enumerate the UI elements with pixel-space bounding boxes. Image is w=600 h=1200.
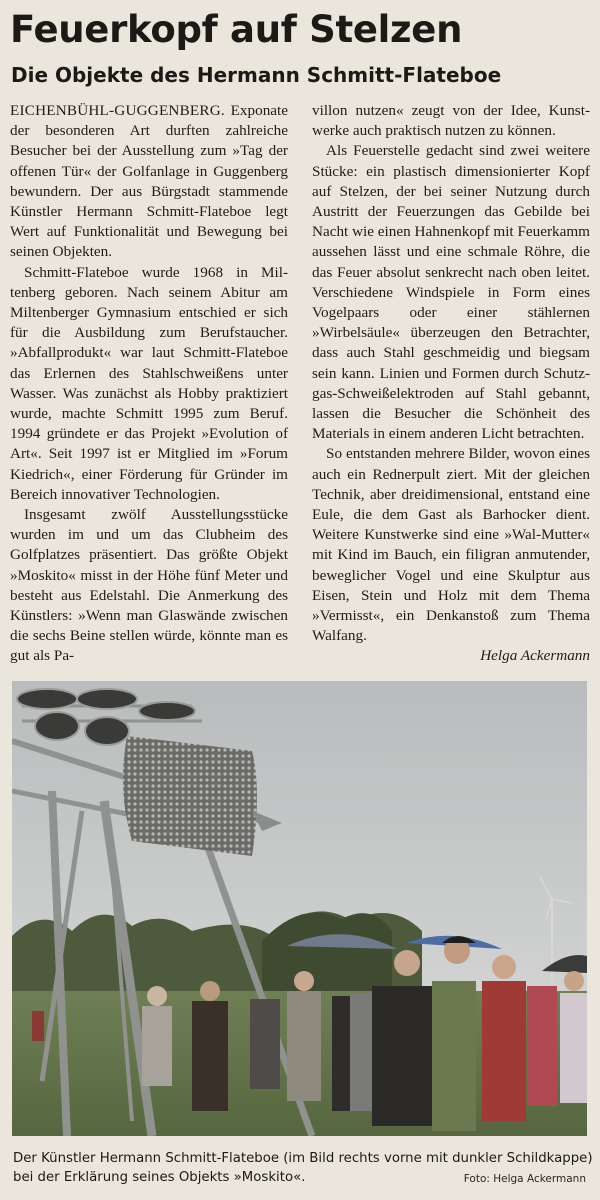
article-paragraph: EICHENBÜHL-GUGGENBERG. Exponate der besonderen Art durften zahlreiche Besucher bei der Ausstellung zum »Tag der offenen Tür« der Golfanlage in Guggenberg bewundern. Der aus Bürgstadt stammende Künstler Hermann Schmitt-Flateboe legt Wert auf Funktionalität und Bewegung bei seinen Objekten. [10,102,288,261]
article-column-right [312,101,590,667]
subheadline: Die Objekte des Hermann Schmitt-Flateboe [11,63,502,87]
article-paragraph: Als Feuerstelle gedacht sind zwei weitere Stücke: ein plastisch dimensionierter Kopf auf Stelzen, der bei seiner Nutzung durch Austritt der Feuerzungen das Gebilde bei Nacht wie einen Hahnenkopf mit Feuerkamm aussehen lässt und eine schmale Röhre, die das Feuer absolut senkrecht nach oben leitet. Verschiedene Windspiele in Form eines Vogelpaars oder einer stählernen »Wirbelsäule« überzeugen den Betrachter, dass auch Stahl geschmeidig und biegsam sein kann. Linien und Formen durch Schutzgas-Schweißelektroden auf Stahl gebannt, lassen die Besucher die Schönheit des Materials in einem anderen Licht betrachten. [312,142,590,443]
dateline: EICHENBÜHL-GUGGENBERG. [10,102,225,119]
article-paragraph: villon nutzen« zeugt von der Idee, Kunstwerke auch praktisch nutzen zu können. [312,102,590,140]
photo-caption: Der Künstler Hermann Schmitt-Flateboe (im Bild rechts vorne mit dunkler Schildkappe) bei der Erklärung seines Objekts »Moskito«. [13,1151,593,1185]
author-byline: Helga Ackermann [480,647,590,665]
article-paragraph: Insgesamt zwölf Ausstellungsstücke wurden im und um das Clubheim des Golfplatzes präsentiert. Das größte Objekt »Moskito« misst in der Höhe fünf Meter und besteht aus Edelstahl. Die Anmerkung des Künstlers: »Wenn man Glaswände zwischen die sechs Beine stellen würde, könnte man es gut als Pa- [10,506,288,665]
article-column-left [10,101,288,667]
headline: Feuerkopf auf Stelzen [10,8,463,51]
article-photo [12,681,587,1136]
photo-credit: Foto: Helga Ackermann [463,1173,586,1185]
article-paragraph: Schmitt-Flateboe wurde 1968 in Miltenberg geboren. Nach seinem Abitur am Miltenberger Gymnasium entschied er sich für die Ausbildung zum Berufstaucher. »Abfallprodukt« war laut Schmitt-Flateboe das Erlernen des Stahlschweißens unter Wasser. Was zunächst als Hobby praktiziert wurde, machte Schmitt 1995 zum Beruf. 1994 gründete er das Projekt »Evolution of Art«. Seit 1997 ist er Mitglied im »Forum Kiedrich«, einer Förderung für Gründer im Bereich innovativer Technologien. [10,263,288,503]
article-paragraph: So entstanden mehrere Bilder, wovon eines auch ein Rednerpult ziert. Mit der gleichen Technik, aber dreidimensional, entstand eine Eule, die dem Gast als Barhocker dient. Weitere Kunstwerke sind eine »Wal-Mutter« mit Kind im Bauch, ein filigran anmutender, beweglicher Vogel und eine Skulptur aus Eisen, Stein und Holz mit dem Thema »Vermisst«, ein Denkanstoß zum Thema Walfang. [312,445,590,645]
